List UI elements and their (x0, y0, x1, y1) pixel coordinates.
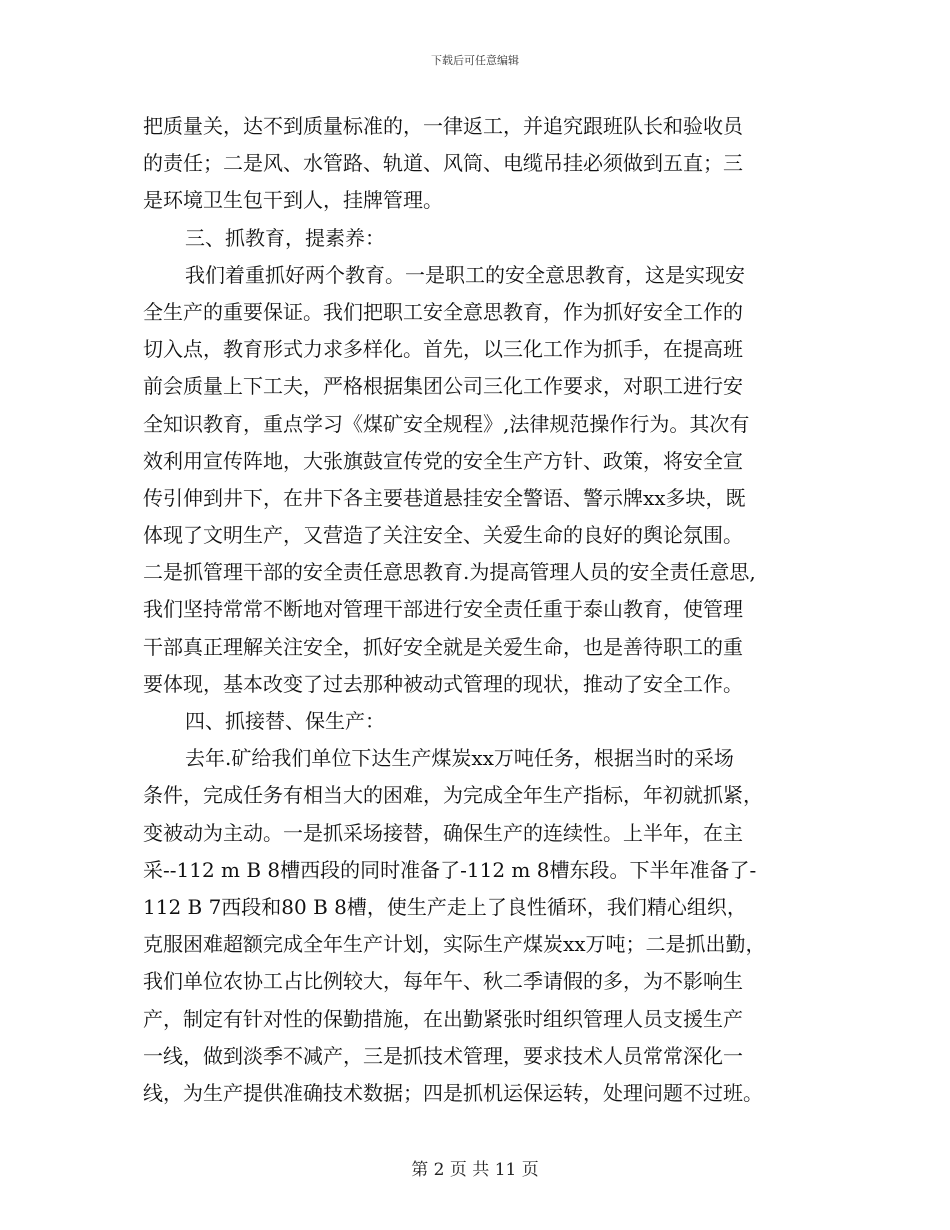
text-line: 我们着重抓好两个教育。一是职工的安全意思教育，这是实现安 (185, 262, 745, 287)
text-line: 是环境卫生包干到人，挂牌管理。 (143, 188, 443, 213)
text-line: 二是抓管理干部的安全责任意思教育.为提高管理人员的安全责任意思, (143, 560, 756, 585)
text-line: 我们单位农协工占比例较大，每年午、秋二季请假的多，为不影响生 (143, 969, 743, 994)
text-line: 效利用宣传阵地，大张旗鼓宣传党的安全生产方针、政策，将安全宣 (143, 448, 743, 473)
text-line: 的责任；二是风、水管路、轨道、风筒、电缆吊挂必须做到五直；三 (143, 151, 743, 176)
text-line: 全知识教育，重点学习《煤矿安全规程》,法律规范操作行为。其次有 (143, 411, 750, 436)
text-line: 传引伸到井下，在井下各主要巷道悬挂安全警语、警示牌xx多块，既 (143, 485, 746, 510)
text-line: 前会质量上下工夫，严格根据集团公司三化工作要求，对职工进行安 (143, 374, 743, 399)
page-header-note: 下载后可任意编辑 (431, 54, 519, 67)
text-line: 全生产的重要保证。我们把职工安全意思教育，作为抓好安全工作的 (143, 299, 743, 324)
text-line: 产，制定有针对性的保勤措施，在出勤紧张时组织管理人员支援生产 (143, 1006, 743, 1031)
text-line: 线，为生产提供准确技术数据；四是抓机运保运转，处理问题不过班。 (143, 1080, 763, 1105)
document-body (143, 108, 815, 1112)
text-line: 112 B 7西段和80 B 8槽，使生产走上了良性循环，我们精心组织， (143, 894, 747, 919)
text-line: 克服困难超额完成全年生产计划，实际生产煤炭xx万吨；二是抓出勤， (143, 932, 766, 957)
section-heading: 三、抓教育，提素养： (185, 225, 385, 250)
text-line: 采--112 m B 8槽西段的同时准备了-112 m 8槽东段。下半年准备了- (143, 857, 757, 882)
text-line: 切入点，教育形式力求多样化。首先，以三化工作为抓手，在提高班 (143, 337, 743, 362)
text-line: 体现了文明生产，又营造了关注安全、关爱生命的良好的舆论氛围。 (143, 523, 743, 548)
text-line: 我们坚持常常不断地对管理干部进行安全责任重于泰山教育，使管理 (143, 597, 743, 622)
text-line: 把质量关，达不到质量标准的，一律返工，并追究跟班队长和验收员 (143, 114, 743, 138)
text-line: 去年.矿给我们单位下达生产煤炭xx万吨任务，根据当时的采场 (185, 746, 734, 771)
text-line: 一线，做到淡季不减产，三是抓技术管理，要求技术人员常常深化一 (143, 1043, 743, 1068)
page-number: 第 2 页 共 11 页 (411, 1160, 539, 1180)
text-line: 干部真正理解关注安全，抓好安全就是关爱生命，也是善待职工的重 (143, 634, 743, 659)
text-line: 变被动为主动。一是抓采场接替，确保生产的连续性。上半年，在主 (143, 820, 743, 845)
text-line: 条件，完成任务有相当大的困难，为完成全年生产指标，年初就抓紧， (143, 783, 763, 808)
text-line: 要体现，基本改变了过去那种被动式管理的现状，推动了安全工作。 (143, 671, 743, 696)
section-heading: 四、抓接替、保生产： (185, 709, 385, 733)
